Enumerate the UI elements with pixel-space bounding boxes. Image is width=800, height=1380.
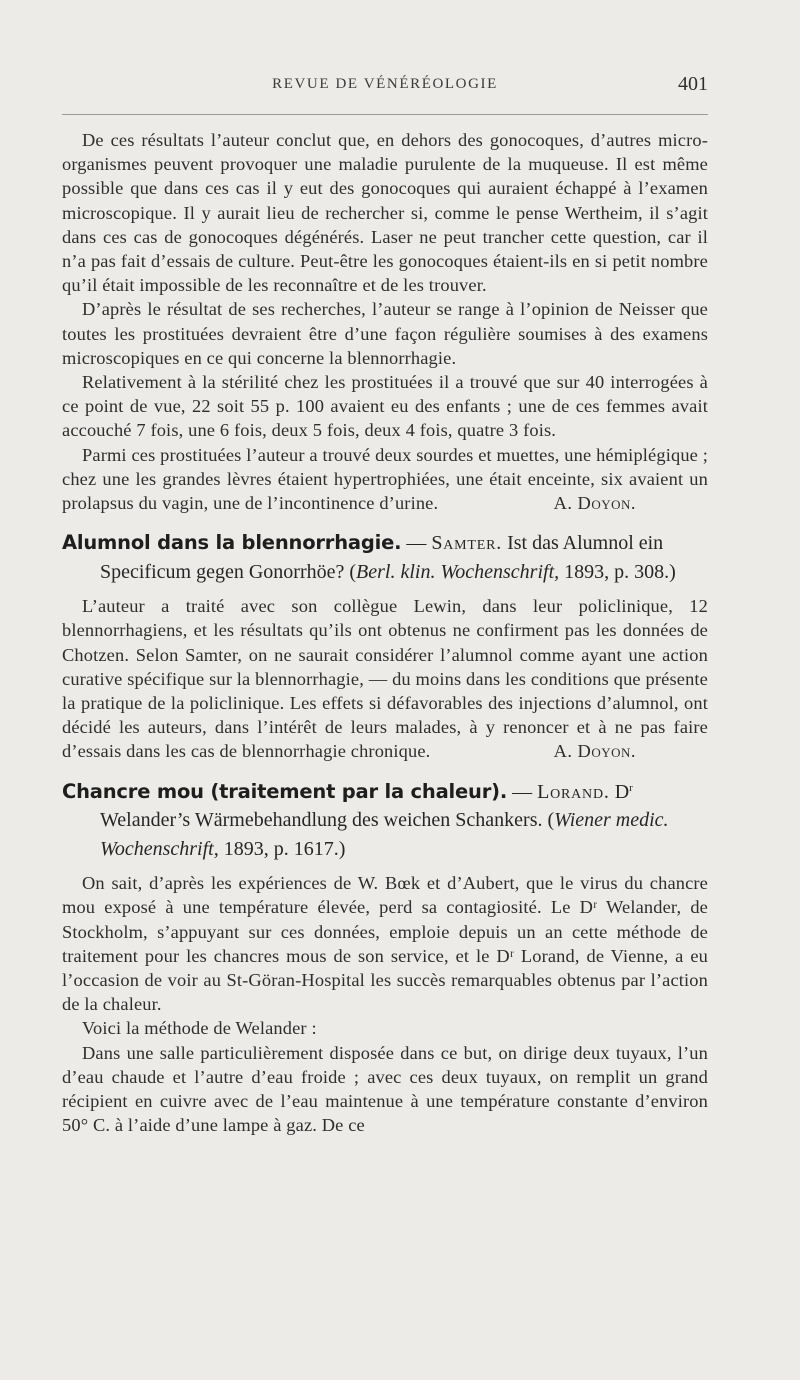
citation-details: 1893, p. 308.) bbox=[559, 560, 676, 583]
page-number: 401 bbox=[678, 73, 708, 95]
superscript: r bbox=[629, 781, 633, 794]
paragraph: On sait, d’après les expériences de W. Bœk et d’Aubert, que le virus du chancre mou exposé à une température élevée, perd sa contagiosité. Le Dʳ Welander, de Stockholm, s’appuyant sur ces données, emploie depuis un an cette méthode de traitement pour les chancres mous de son service, et le Dʳ Lorand, de Vienne, a eu l’occasion de voir au St-Göran-Hospital les succès remarquables obtenus par l’action de la chaleur. bbox=[62, 873, 708, 1015]
paragraph-text: L’auteur a traité avec son collègue Lewin, dans leur policlinique, 12 blennorrhagiens, et les résultats qu’ils ont obtenus ne confirment pas les données de Chotzen. Selon Samter, on ne saurait considérer l’alumnol comme ayant une action curative spécifique sur la blennorrhagie, — du moins dans les conditions que présente la pratique de la policlinique. Les effets si défavorables des injections d’alumnol, ont décidé les auteurs, dans l’intérêt de leurs malades, à y renoncer et à ne pas faire d’essais dans les cas de blennorrhagie chronique. bbox=[62, 596, 708, 762]
citation-text: Ist das Alumnol ein Specificum gegen Gonorrhöe? ( bbox=[100, 532, 664, 583]
journal-name: Wiener medic. Wochenschrift, bbox=[100, 809, 669, 860]
paragraph: Relativement à la stérilité chez les prostituées il a trouvé que sur 40 interrogées à ce point de vue, 22 soit 55 p. 100 avaient eu des enfants ; une de ces femmes avait accouché 7 fois, une 6 fois, deux 5 fois, deux 4 fois, quatre 3 fois. bbox=[62, 372, 708, 441]
body-text bbox=[62, 128, 708, 1137]
running-title: REVUE DE VÉNÉRÉOLOGIE bbox=[272, 76, 498, 92]
running-head bbox=[62, 73, 708, 100]
citation-text: D bbox=[609, 780, 630, 803]
heading-dash: — bbox=[401, 532, 432, 555]
author-signature: A. Doyon. bbox=[553, 493, 636, 514]
section-title: Chancre mou (traitement par la chaleur). bbox=[62, 779, 508, 803]
paragraph: D’après le résultat de ses recherches, l’auteur se range à l’opinion de Neisser que toutes les prostituées devraient être d’une façon régulière soumises à des examens microscopiques en ce qui concerne la blennorrhagie. bbox=[62, 299, 708, 368]
section-heading bbox=[62, 778, 708, 864]
citation-details: 1893, p. 1617.) bbox=[218, 837, 346, 860]
article-continuation bbox=[62, 128, 708, 515]
header-rule bbox=[62, 114, 708, 115]
paragraph: Dans une salle particulièrement disposée dans ce but, on dirige deux tuyaux, l’un d’eau chaude et l’autre d’eau froide ; avec ces deux tuyaux, on remplit un grand récipient en cuivre avec de l’eau maintenue à une température constante d’environ 50° C. à l’aide d’une lampe à gaz. De ce bbox=[62, 1042, 708, 1136]
heading-dash: — bbox=[507, 780, 538, 803]
section-heading bbox=[62, 529, 708, 586]
article-chancre-mou bbox=[62, 778, 708, 1138]
section-title: Alumnol dans la blennorrhagie. bbox=[62, 531, 402, 555]
author-signature: A. Doyon. bbox=[553, 741, 636, 762]
journal-name: Berl. klin. Wochenschrift, bbox=[356, 560, 560, 583]
paragraph-with-signature bbox=[62, 594, 708, 763]
citation-text: Welander’s Wärmebehandlung des weichen Schankers. ( bbox=[100, 809, 555, 832]
section-author: Samter. bbox=[431, 532, 503, 555]
article-alumnol bbox=[62, 529, 708, 763]
paragraph: De ces résultats l’auteur conclut que, en dehors des gonocoques, d’autres micro-organismes peuvent provoquer une maladie purulente de la muqueuse. Il est même possible que dans ces cas il y eut des gonocoques qui auraient échappé à l’examen microscopique. Il y aurait lieu de rechercher si, comme le pense Wertheim, il s’agit dans ces cas de gonocoques dégénérés. Laser ne peut trancher cette question, car il n’a pas fait d’essais de culture. Peut-être les gonocoques étaient-ils en si petit nombre qu’il était impossible de les reconnaître et de les trouver. bbox=[62, 130, 708, 296]
book-page bbox=[62, 0, 708, 1380]
paragraph-with-signature bbox=[62, 443, 708, 516]
paragraph-text: Parmi ces prostituées l’auteur a trouvé deux sourdes et muettes, une hémiplégique ; chez une les grandes lèvres étaient hypertrophiées, une était enceinte, six avaient un prolapsus du vagin, une de l’incontinence d’urine. bbox=[62, 444, 708, 514]
paragraph: Voici la méthode de Welander : bbox=[82, 1018, 317, 1039]
section-author: Lorand. bbox=[537, 780, 610, 803]
